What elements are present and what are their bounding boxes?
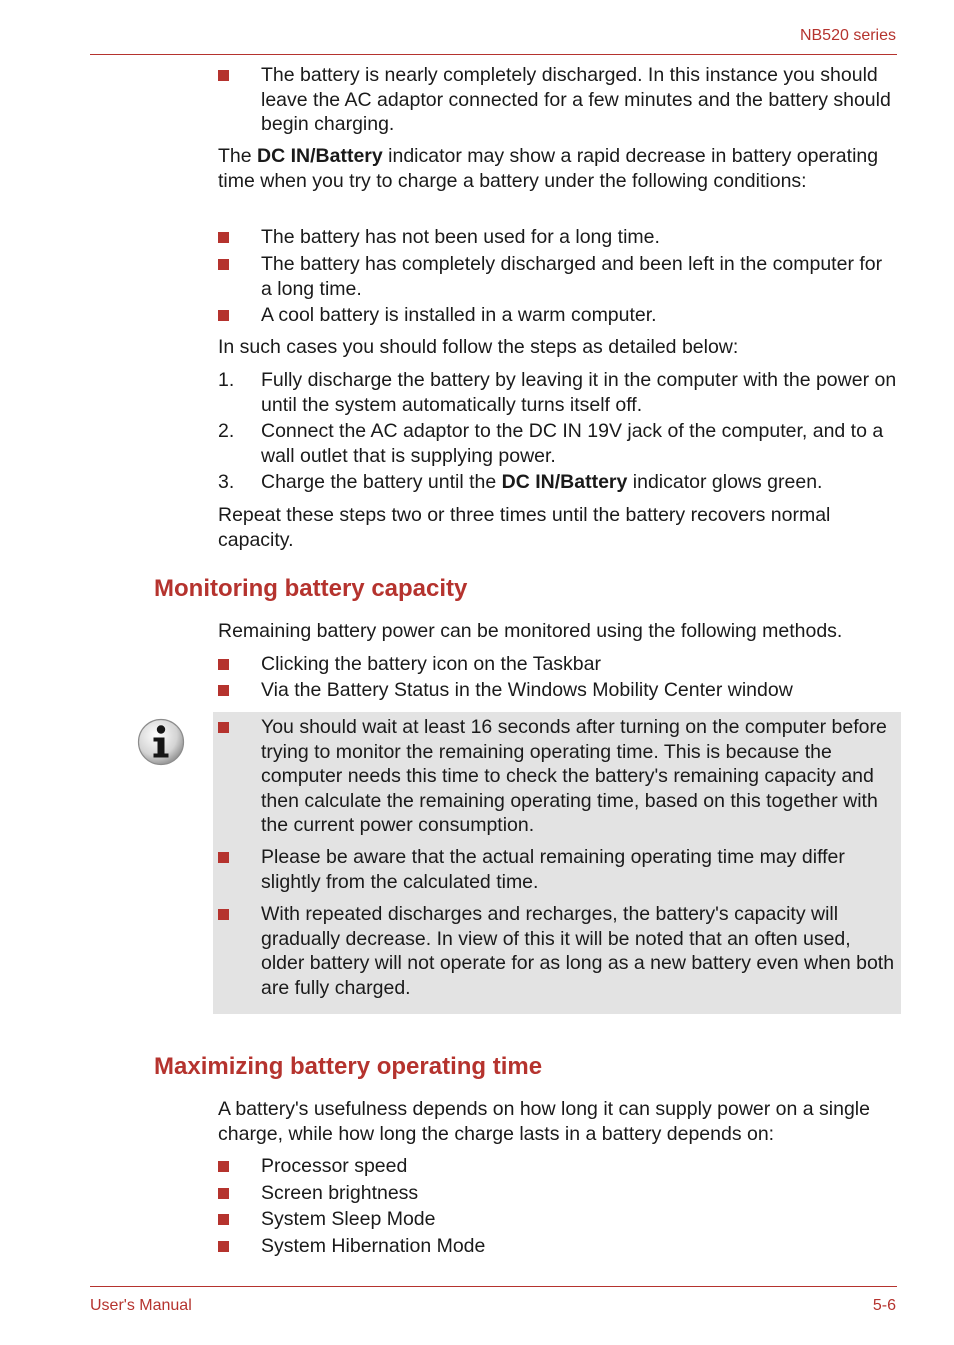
bullet-square-icon (218, 659, 229, 670)
note-item (218, 845, 898, 894)
bullet-square-icon (218, 259, 229, 270)
factor-item (218, 1234, 898, 1259)
dcin-paragraph (218, 144, 898, 193)
repeat-paragraph: Repeat these steps two or three times until the battery recovers normal capacity. (218, 504, 831, 551)
step-item (218, 419, 898, 468)
section-heading-monitoring: Monitoring battery capacity (154, 575, 468, 602)
bullet-square-icon (218, 1241, 229, 1252)
condition-item (218, 225, 898, 250)
step-bold-term: DC IN/Battery (501, 471, 628, 493)
condition-text: The battery has completely discharged and been left in the computer for a long time. (261, 253, 883, 300)
monitoring-method-item (218, 652, 898, 677)
intro-bullet-item (218, 63, 898, 137)
note-text: You should wait at least 16 seconds after turning on the computer before trying to monitor the remaining operating time. This is because the computer needs this time to check the battery's remaining capacity and then calculate the remaining operating time, based on this together with the current power consumption. (261, 716, 887, 836)
factor-item (218, 1181, 898, 1206)
condition-item (218, 252, 898, 301)
condition-item (218, 303, 898, 328)
step-item (218, 368, 898, 417)
bullet-square-icon (218, 909, 229, 920)
section-heading-maximizing: Maximizing battery operating time (154, 1053, 543, 1080)
bullet-square-icon (218, 1188, 229, 1199)
footer-rule (90, 1286, 897, 1287)
header-series-title: NB520 series (799, 27, 896, 44)
factor-text: Processor speed (261, 1155, 408, 1177)
step-number: 1. (218, 369, 235, 391)
dcin-text-after: indicator may show a rapid decrease in battery operating time when you try to charge a battery under the following conditions: (218, 145, 879, 192)
factor-text: System Sleep Mode (261, 1208, 436, 1230)
note-text: With repeated discharges and recharges, the battery's capacity will gradually decrease. In view of this it will be noted that an often used, older battery will not operate for as long as a new battery even when both are fully charged. (261, 903, 895, 999)
step-text-after: indicator glows green. (627, 471, 823, 493)
monitoring-intro: Remaining battery power can be monitored using the following methods. (218, 620, 843, 642)
step-number: 2. (218, 420, 235, 442)
header-rule (90, 54, 897, 55)
step-text: Connect the AC adaptor to the DC IN 19V jack of the computer, and to a wall outlet that is supplying power. (261, 420, 884, 467)
step-text: Fully discharge the battery by leaving it in the computer with the power on until the system automatically turns itself off. (261, 369, 897, 416)
bullet-square-icon (218, 722, 229, 733)
dcin-text-before: The (218, 145, 258, 167)
step-item (218, 470, 898, 495)
bullet-square-icon (218, 232, 229, 243)
footer-page-number: 5-6 (872, 1297, 896, 1314)
step-text (261, 470, 898, 495)
steps-intro: In such cases you should follow the steps as detailed below: (218, 336, 739, 358)
condition-text: A cool battery is installed in a warm computer. (261, 304, 657, 326)
bullet-square-icon (218, 70, 229, 81)
factor-text: System Hibernation Mode (261, 1235, 486, 1257)
condition-text: The battery has not been used for a long time. (261, 226, 660, 248)
footer-manual-title: User's Manual (90, 1297, 192, 1314)
bullet-square-icon (218, 852, 229, 863)
monitoring-method-item (218, 678, 898, 703)
step-text-before: Charge the battery until the (261, 471, 502, 493)
note-item (218, 902, 898, 1000)
maximizing-intro: A battery's usefulness depends on how long it can supply power on a single charge, while how long the charge lasts in a battery depends on: (218, 1098, 870, 1145)
note-text: Please be aware that the actual remaining operating time may differ slightly from the calculated time. (261, 846, 845, 893)
dcin-bold-term: DC IN/Battery (257, 145, 383, 167)
bullet-square-icon (218, 1214, 229, 1225)
bullet-square-icon (218, 685, 229, 696)
step-number: 3. (218, 471, 235, 493)
method-text: Via the Battery Status in the Windows Mobility Center window (261, 679, 793, 701)
method-text: Clicking the battery icon on the Taskbar (261, 653, 601, 675)
bullet-square-icon (218, 1161, 229, 1172)
factor-item (218, 1207, 898, 1232)
bullet-square-icon (218, 310, 229, 321)
info-icon (137, 718, 185, 766)
factor-text: Screen brightness (261, 1182, 419, 1204)
bullet-text: The battery is nearly completely discharged. In this instance you should leave the AC adaptor connected for a few minutes and the battery should begin charging. (261, 64, 891, 135)
note-item (218, 715, 898, 838)
factor-item (218, 1154, 898, 1179)
